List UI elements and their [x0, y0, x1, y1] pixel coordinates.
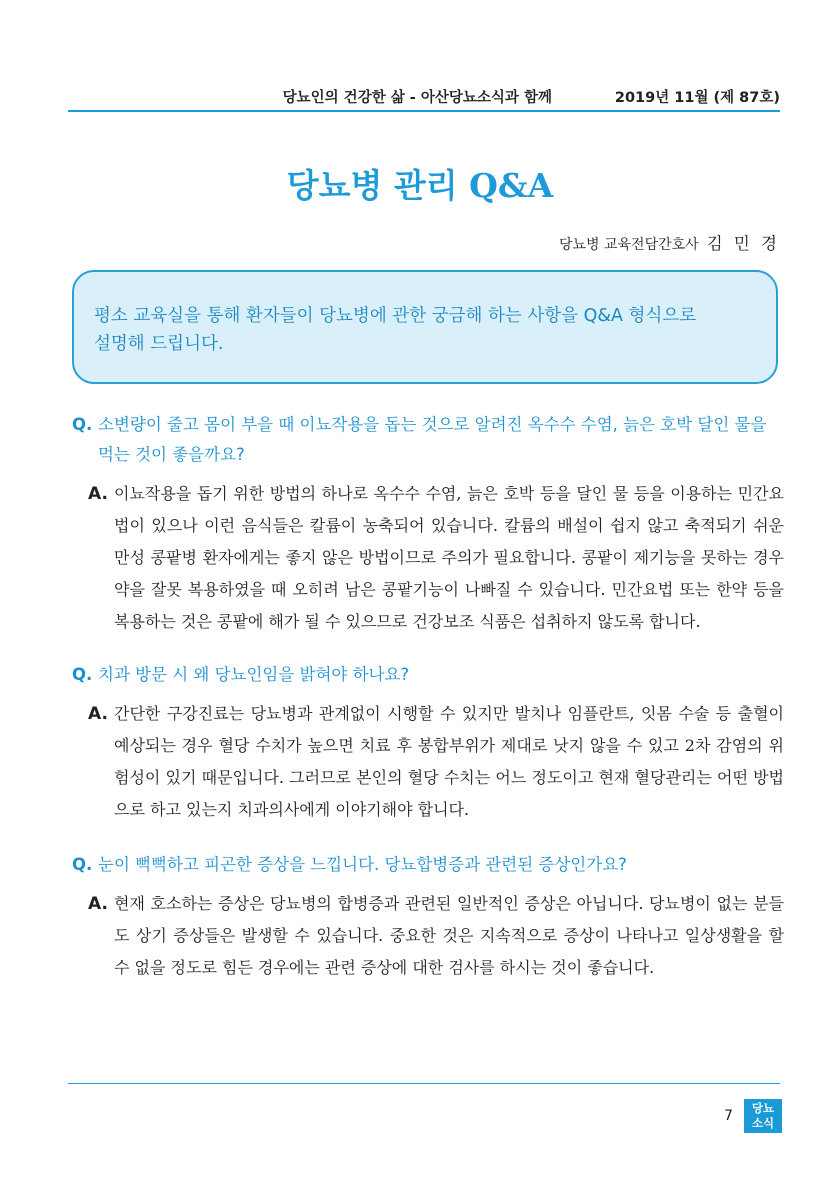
- question-text: 눈이 뻑뻑하고 피곤한 증상을 느낍니다. 당뇨합병증과 관련된 증상인가요?: [98, 855, 627, 874]
- answer: [70, 888, 784, 984]
- question-text: 소변량이 줄고 몸이 부을 때 이뇨작용을 돕는 것으로 알려진 옥수수 수염, 늙은 호박 달인 물을 먹는 것이 좋을까요?: [98, 415, 767, 464]
- answer-text: 간단한 구강진료는 당뇨병과 관계없이 시행할 수 있지만 발치나 임플란트, 잇몸 수술 등 출혈이 예상되는 경우 혈당 수치가 높으면 치료 후 봉합부위가 제대로 낫지 않을 수 있고 2차 감염의 위험성이 있기 때문입니다. 그러므로 본인의 혈당 수치는 어느 정도이고 현재 혈당관리는 어떤 방법으로 하고 있는지 치과의사에게 이야기해야 합니다.: [114, 704, 784, 819]
- author-name: 김 민 경: [706, 234, 780, 253]
- author-role: 당뇨병 교육전담간호사: [558, 237, 699, 253]
- answer-label: A.: [88, 484, 108, 504]
- badge-line-1: 당뇨: [751, 1101, 775, 1115]
- page-number: 7: [724, 1108, 733, 1124]
- answer-label: A.: [88, 894, 108, 914]
- question: [72, 410, 784, 470]
- qa-item-1: [72, 410, 784, 638]
- header-series-title: 당뇨인의 건강한 삶 - 아산당뇨소식과 함께: [282, 90, 552, 106]
- question: [72, 850, 784, 880]
- header-issue-date: 2019년 11월 (제 87호): [614, 90, 780, 106]
- intro-line-1: 평소 교육실을 통해 환자들이 당뇨병에 관한 궁금해 하는 사항을 Q&A 형식으로: [94, 306, 697, 326]
- answer: [70, 478, 784, 638]
- title-main: 당뇨병 관리: [286, 166, 470, 205]
- footer-divider: [68, 1083, 780, 1084]
- page-title: [0, 160, 840, 207]
- qa-item-3: [72, 850, 784, 984]
- question-label: Q.: [72, 855, 93, 874]
- intro-line-2: 설명해 드립니다.: [94, 334, 224, 354]
- answer-text: 현재 호소하는 증상은 당뇨병의 합병증과 관련된 일반적인 증상은 아닙니다. 당뇨병이 없는 분들도 상기 증상들은 발생할 수 있습니다. 중요한 것은 지속적으로 증상이 나타나고 일상생활을 할 수 없을 정도로 힘든 경우에는 관련 증상에 대한 검사를 하시는 것이 좋습니다.: [114, 894, 784, 977]
- badge-line-2: 소식: [751, 1116, 775, 1130]
- question-label: Q.: [72, 415, 93, 434]
- intro-box: [72, 270, 778, 384]
- running-header: [68, 86, 780, 108]
- title-qa: Q&A: [469, 166, 554, 205]
- qa-item-2: [72, 660, 784, 826]
- newsletter-badge: [744, 1099, 782, 1133]
- header-divider: [68, 110, 780, 112]
- question-text: 치과 방문 시 왜 당뇨인임을 밝혀야 하나요?: [98, 665, 410, 684]
- answer: [70, 698, 784, 826]
- question: [72, 660, 784, 690]
- answer-label: A.: [88, 704, 108, 724]
- author-line: [559, 230, 780, 254]
- answer-text: 이뇨작용을 돕기 위한 방법의 하나로 옥수수 수염, 늙은 호박 등을 달인 물 등을 이용하는 민간요법이 있으나 이런 음식들은 칼륨이 농축되어 있습니다. 칼륨의 배설이 쉽지 않고 축적되기 쉬운 만성 콩팥병 환자에게는 좋지 않은 방법이므로 주의가 필요합니다. 콩팥이 제기능을 못하는 경우 약을 잘못 복용하였을 때 오히려 남은 콩팥기능이 나빠질 수 있습니다. 민간요법 또는 한약 등을 복용하는 것은 콩팥에 해가 될 수 있으므로 건강보조 식품은 섭취하지 않도록 합니다.: [114, 484, 784, 631]
- question-label: Q.: [72, 665, 93, 684]
